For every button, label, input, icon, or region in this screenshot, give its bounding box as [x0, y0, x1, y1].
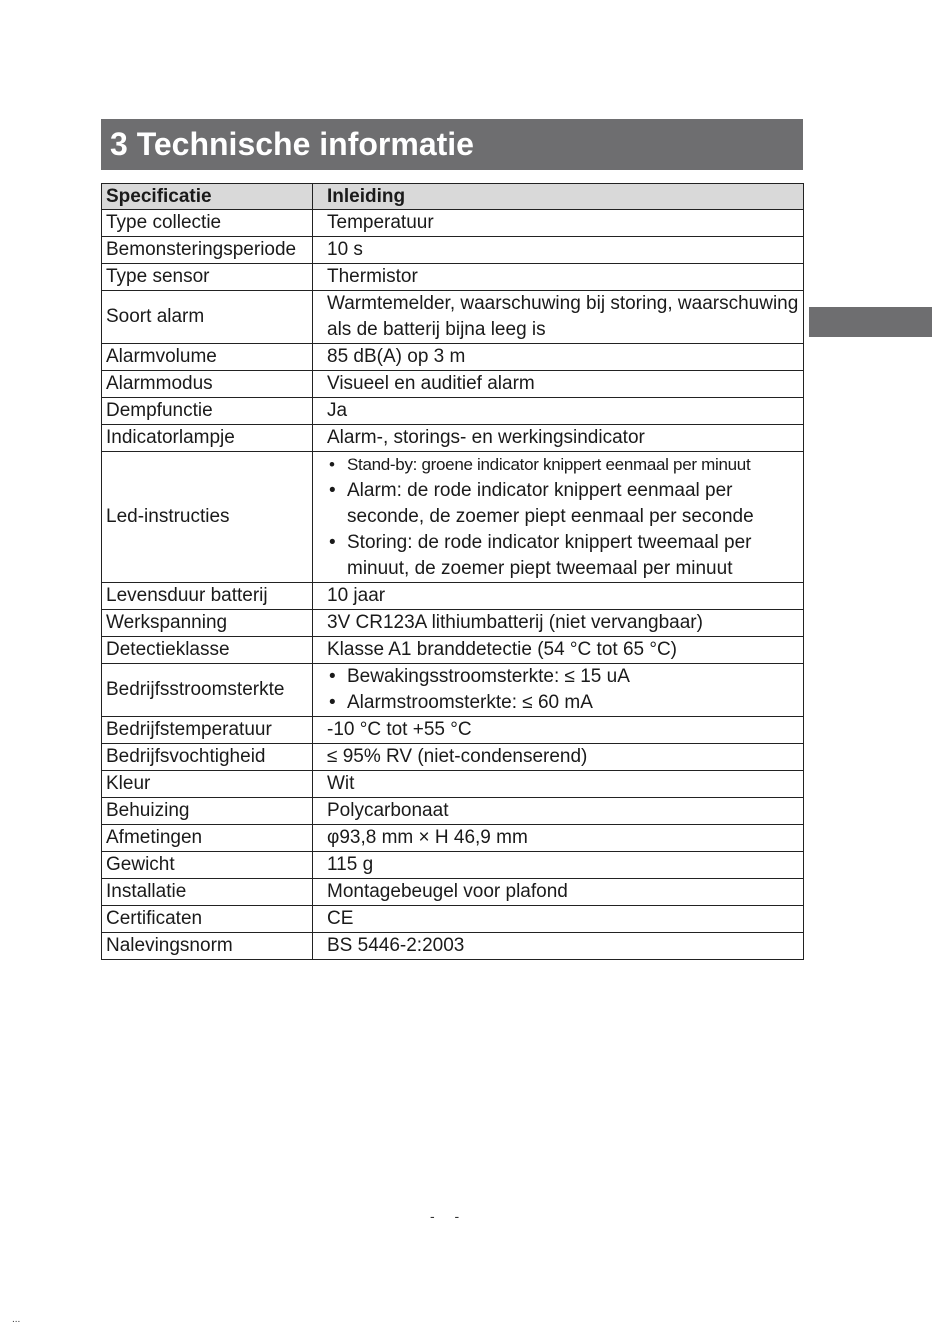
- table-row: [102, 344, 804, 371]
- spec-label: Certificaten: [102, 906, 313, 933]
- spec-value: Polycarbonaat: [313, 798, 804, 825]
- spec-label: Werkspanning: [102, 610, 313, 637]
- spec-label: Type sensor: [102, 264, 313, 291]
- spec-value: [313, 664, 804, 717]
- spec-label: Nalevingsnorm: [102, 933, 313, 960]
- table-row: [102, 825, 804, 852]
- table-row: [102, 744, 804, 771]
- table-row: [102, 425, 804, 452]
- spec-value: ≤ 95% RV (niet-condenserend): [313, 744, 804, 771]
- spec-label: Bedrijfsstroomsterkte: [102, 664, 313, 717]
- table-row: [102, 906, 804, 933]
- table-row: [102, 291, 804, 344]
- page-number-mark: - -: [430, 1208, 468, 1224]
- header-value: Inleiding: [313, 184, 804, 210]
- table-row: [102, 664, 804, 717]
- spec-value: CE: [313, 906, 804, 933]
- spec-value: 3V CR123A lithiumbatterij (niet vervangbaar): [313, 610, 804, 637]
- spec-label: Detectieklasse: [102, 637, 313, 664]
- section-header: [101, 119, 803, 170]
- spec-label: Alarmmodus: [102, 371, 313, 398]
- spec-label: Type collectie: [102, 210, 313, 237]
- table-row: [102, 610, 804, 637]
- spec-value: -10 °C tot +55 °C: [313, 717, 804, 744]
- table-row: [102, 637, 804, 664]
- header-spec: Specificatie: [102, 184, 313, 210]
- spec-table: [101, 183, 804, 960]
- table-row: [102, 237, 804, 264]
- spec-label: Bedrijfsvochtigheid: [102, 744, 313, 771]
- corner-mark: ...: [12, 1314, 21, 1325]
- table-row: [102, 933, 804, 960]
- section-title: 3 Technische informatie: [110, 126, 474, 162]
- table-header-row: [102, 184, 804, 210]
- spec-value: φ93,8 mm × H 46,9 mm: [313, 825, 804, 852]
- spec-value: Temperatuur: [313, 210, 804, 237]
- spec-label: Gewicht: [102, 852, 313, 879]
- spec-label: Behuizing: [102, 798, 313, 825]
- table-row: [102, 371, 804, 398]
- spec-value: 10 jaar: [313, 583, 804, 610]
- spec-value: Klasse A1 branddetectie (54 °C tot 65 °C): [313, 637, 804, 664]
- bullet-list: [327, 664, 799, 716]
- spec-label: Kleur: [102, 771, 313, 798]
- spec-value: Alarm-, storings- en werkingsindicator: [313, 425, 804, 452]
- table-row: [102, 852, 804, 879]
- spec-label: Dempfunctie: [102, 398, 313, 425]
- spec-label: Afmetingen: [102, 825, 313, 852]
- bullet-item: • Alarmstroomsterkte: ≤ 60 mA: [327, 690, 799, 716]
- spec-value: Thermistor: [313, 264, 804, 291]
- spec-label: Bemonsteringsperiode: [102, 237, 313, 264]
- table-row: [102, 879, 804, 906]
- spec-value: 85 dB(A) op 3 m: [313, 344, 804, 371]
- table-row: [102, 771, 804, 798]
- spec-label: Alarmvolume: [102, 344, 313, 371]
- spec-value: [313, 452, 804, 583]
- bullet-item: • Stand-by: groene indicator knippert eenmaal per minuut: [327, 452, 799, 478]
- bullet-list: [327, 452, 799, 582]
- table-row: [102, 798, 804, 825]
- table-row: [102, 583, 804, 610]
- spec-label: Indicatorlampje: [102, 425, 313, 452]
- spec-value: 10 s: [313, 237, 804, 264]
- spec-value: Montagebeugel voor plafond: [313, 879, 804, 906]
- table-row: [102, 264, 804, 291]
- spec-label: Installatie: [102, 879, 313, 906]
- spec-value: Wit: [313, 771, 804, 798]
- spec-label: Soort alarm: [102, 291, 313, 344]
- table-row: [102, 398, 804, 425]
- spec-label: Bedrijfstemperatuur: [102, 717, 313, 744]
- bullet-item: • Alarm: de rode indicator knippert eenmaal per seconde, de zoemer piept eenmaal per seconde: [327, 478, 799, 530]
- spec-value: Visueel en auditief alarm: [313, 371, 804, 398]
- spec-value: 115 g: [313, 852, 804, 879]
- spec-value: Ja: [313, 398, 804, 425]
- table-row: [102, 717, 804, 744]
- spec-label: Led-instructies: [102, 452, 313, 583]
- spec-label: Levensduur batterij: [102, 583, 313, 610]
- side-tab-marker: [809, 307, 932, 337]
- table-row: [102, 452, 804, 583]
- spec-value: Warmtemelder, waarschuwing bij storing, waarschuwing als de batterij bijna leeg is: [313, 291, 804, 344]
- bullet-item: • Storing: de rode indicator knippert tweemaal per minuut, de zoemer piept tweemaal per minuut: [327, 530, 799, 582]
- spec-value: BS 5446-2:2003: [313, 933, 804, 960]
- table-row: [102, 210, 804, 237]
- bullet-item: • Bewakingsstroomsterkte: ≤ 15 uA: [327, 664, 799, 690]
